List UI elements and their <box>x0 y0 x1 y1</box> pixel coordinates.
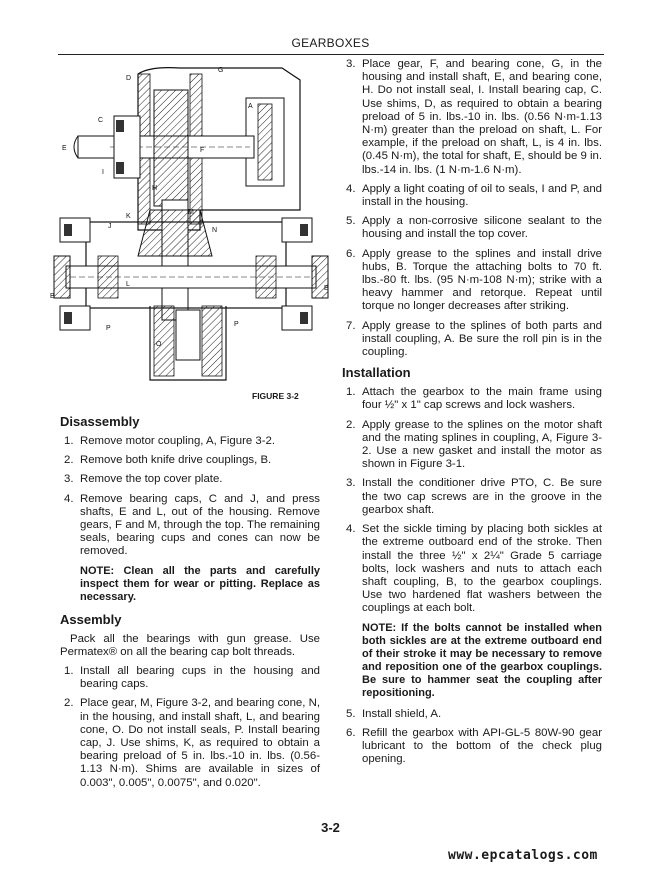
left-column <box>60 410 320 796</box>
list-item: 4. Apply a light coating of oil to seals, I and P, and install in the housing. <box>346 182 602 209</box>
drive-hub-b-left <box>54 256 70 298</box>
label-h: H <box>152 185 158 192</box>
assembly-steps-right <box>342 58 602 359</box>
list-item: 6. Apply grease to the splines and install drive hubs, B. Torque the attaching bolts to 70 ft. lbs.-80 ft. lbs. (95 N·m-108 N·m); strike with a heavy hammer and retorque. Repeat until torque no longer decreases after striking. <box>346 247 602 313</box>
installation-steps <box>342 386 602 615</box>
gearbox-cross-section-figure <box>50 60 334 396</box>
assembly-heading: Assembly <box>60 611 122 627</box>
gear-m <box>138 210 212 256</box>
label-i: I <box>102 169 104 176</box>
installation-heading: Installation <box>342 365 411 381</box>
list-item: 3. Remove the top cover plate. <box>64 473 223 486</box>
list-item: 3. Install the conditioner drive PTO, C. Be sure the two cap screws are in the groove in the gearbox shaft. <box>346 477 602 516</box>
list-item: 5. Apply a non-corrosive silicone sealant to the housing and install the top cover. <box>346 215 602 241</box>
gear-f <box>154 90 188 206</box>
disassembly-heading: Disassembly <box>60 414 140 429</box>
list-item: 5. Install shield, A. <box>346 707 442 720</box>
label-c: C <box>98 117 104 124</box>
label-b-left: B <box>50 293 55 300</box>
assembly-steps-left <box>60 665 320 790</box>
label-n: N <box>212 227 218 234</box>
label-p-left: P <box>106 325 111 332</box>
watermark: www.epcatalogs.com <box>448 848 598 863</box>
list-item: 1. Install all bearing cups in the housing and bearing caps. <box>64 665 320 691</box>
list-item: 1. Attach the gearbox to the main frame using four ½" x 1" cap screws and lock washers. <box>346 386 602 412</box>
list-item: 4. Remove bearing caps, C and J, and press shafts, E and L, out of the housing. Remove gears, F and M, through the top. The remaining seals, bearing cups and cones can now be removed. <box>64 492 320 558</box>
page-header: GEARBOXES <box>291 36 370 50</box>
list-item: 3. Place gear, F, and bearing cone, G, in the housing and install shaft, E, and bearing cone, H. Do not install seal, I. Install bearing cap, C. Use shims, D, as required to obtain a bearing preload of 5 in. lbs.-10 in. lbs. (0.56 N·m-1.13 N·m) greater than the preload on shaft, L. For example, if the preload on shaft, L, is 4 in. lbs. (0.45 N·m), the total for shaft, E, should be 9 in. lbs.-14 in. lbs. (1 N·m-1.6 N·m). <box>346 58 602 176</box>
installation-note: NOTE: If the bolts cannot be installed when both sickles are at the extreme outboard end of their stroke it may be necessary to remove and reposition one of the gearbox couplings. Be sure to hammer seat the coupling after repositioning. <box>362 621 602 699</box>
label-g: G <box>218 67 224 74</box>
figure-caption: FIGURE 3-2 <box>252 391 299 401</box>
list-item: 1. Remove motor coupling, A, Figure 3-2. <box>64 435 275 447</box>
disassembly-steps <box>60 435 320 559</box>
page-number: 3-2 <box>321 820 340 835</box>
disassembly-note: NOTE: Clean all the parts and carefully inspect them for wear or pitting. Replace as necessary. <box>80 564 320 603</box>
label-o: O <box>156 341 162 348</box>
label-f: F <box>200 147 205 154</box>
header-rule <box>58 54 604 55</box>
list-item: 4. Set the sickle timing by placing both sickles at the extreme outboard end of the stroke. Then install the three ½" x 2¼" Grade 5 carriage bolts, lock washers and nuts to attach each shaft coupling, B, to the gearbox couplings. Use two hardened flat washers between the couplings at each bolt. <box>346 523 602 615</box>
right-column <box>342 58 602 772</box>
label-a: A <box>248 103 253 110</box>
installation-steps-after <box>342 708 602 767</box>
label-e: E <box>62 145 67 152</box>
label-b-right: B <box>324 285 329 292</box>
label-d: D <box>126 75 132 82</box>
list-item: 7. Apply grease to the splines of both parts and install coupling, A. Be sure the roll pin is in the coupling. <box>346 319 602 359</box>
list-item: 2. Remove both knife drive couplings, B. <box>64 454 272 467</box>
list-item: 2. Apply grease to the splines on the motor shaft and the mating splines in coupling, A, Figure 3-2. Use a new gasket and install the motor as shown in Figure 3-1. <box>346 418 602 471</box>
label-k: K <box>126 213 131 220</box>
label-l: L <box>126 281 130 288</box>
list-item: 2. Place gear, M, Figure 3-2, and bearing cone, N, in the housing, and install shaft, L, and bearing cone, O. Do not install seals, P. Install bearing cap, J. Use shims, K, as required to obtain a bearing preload of 5 in. lbs.-10 in. lbs. (0.56-1.13 N·m). Shims are available in sizes of 0.003", 0.005", 0.0075", and 0.020". <box>64 697 320 789</box>
label-j: J <box>108 223 112 230</box>
label-m: M <box>188 209 194 216</box>
label-p-right: P <box>234 321 239 328</box>
list-item: 6. Refill the gearbox with API-GL-5 80W-90 gear lubricant to the bottom of the check plug opening. <box>346 726 602 766</box>
gearbox-diagram <box>50 60 334 396</box>
assembly-intro: Pack all the bearings with gun grease. Use Permatex® on all the bearing cap bolt threads. <box>60 632 320 658</box>
